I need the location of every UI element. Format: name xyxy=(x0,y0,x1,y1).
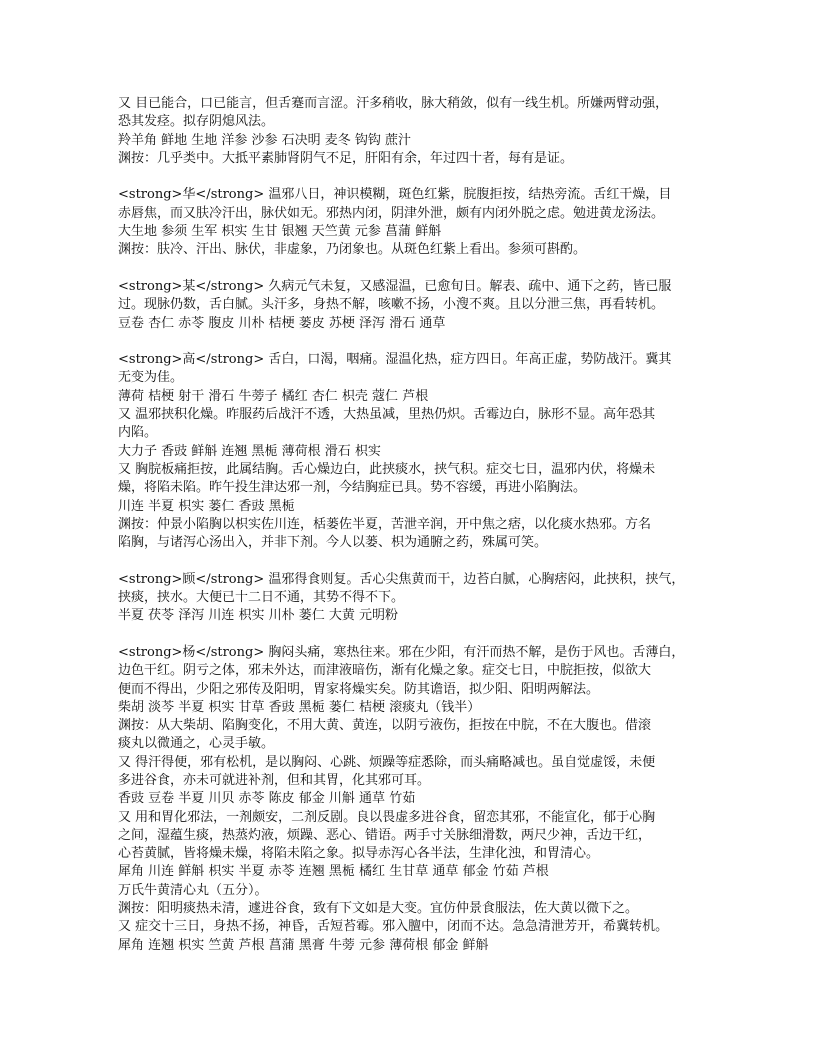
text-line: 又 胸脘板痛拒按，此属结胸。舌心燥边白，此挟痰水，挟气积。症交七日，温邪内伏，将燥未 xyxy=(118,461,656,477)
case-paragraph xyxy=(118,351,708,552)
text-line: 又 症交十三日，身热不扬，神昏，舌短苔霉。邪入膻中，闭而不达。急急清泄芳开，希冀转机。 xyxy=(118,919,669,935)
text-line: 内陷。 xyxy=(118,425,158,441)
text-line: 川连 半夏 枳实 蒌仁 香豉 黑栀 xyxy=(118,498,295,514)
text-line: 羚羊角 鲜地 生地 洋参 沙参 石决明 麦冬 钩钩 蔗汁 xyxy=(118,132,412,148)
text-line: 心苔黄腻，皆将燥未燥，将陷未陷之象。拟导赤泻心各半法，生津化浊，和胃清心。 xyxy=(118,846,600,862)
text-line: <strong>高</strong> 舌白，口渴，咽痛。湿温化热，症方四日。年高正虚，势防战汗。冀其 xyxy=(118,352,672,368)
text-line: <strong>顾</strong> 温邪得食则复。舌心尖焦黄而干，边苔白腻，心胸痞闷，此挟积，挟气， xyxy=(118,571,685,587)
text-line: 渊按：肤冷、汗出、脉伏，非虚象，乃闭象也。从斑色红紫上看出。参须可斟酌。 xyxy=(118,242,587,258)
document-page xyxy=(118,95,708,955)
text-line: 边色干红。阴亏之体，邪未外达，而津液暗伤，渐有化燥之象。症交七日，中脘拒按，似欲大 xyxy=(118,663,652,679)
text-line: 豆卷 杏仁 赤苓 腹皮 川朴 桔梗 蒌皮 苏梗 泽泻 滑石 通草 xyxy=(118,315,446,331)
text-line: <strong>某</strong> 久病元气未复，又感湿温，已愈旬日。解表、疏中、通下之药，皆已服 xyxy=(118,278,672,294)
text-line: 便而不得出，少阳之邪传及阳明，胃家将燥实矣。防其谵语，拟少阳、阳明两解法。 xyxy=(118,681,600,697)
text-line: 无变为佳。 xyxy=(118,370,184,386)
text-line: 又 目已能合，口已能言，但舌蹇而言涩。汗多稍收，脉大稍敛，似有一线生机。所嫌两臂动强， xyxy=(118,96,669,111)
text-line: 渊按：几乎类中。大抵平素肺肾阴气不足，肝阳有余，年过四十者，每有是证。 xyxy=(118,150,574,166)
text-line: 薄荷 桔梗 射干 滑石 牛蒡子 橘红 杏仁 枳壳 蔻仁 芦根 xyxy=(118,388,429,404)
text-line: 大力子 香豉 鲜斛 连翘 黑栀 薄荷根 滑石 枳实 xyxy=(118,443,381,459)
paragraph-gap xyxy=(118,626,708,644)
text-line: 痰丸以微通之，心灵手敏。 xyxy=(118,736,275,752)
text-line: 挟痰，挟水。大便已十二日不通，其势不得不下。 xyxy=(118,590,405,606)
text-line: 半夏 茯苓 泽泻 川连 枳实 川朴 蒌仁 大黄 元明粉 xyxy=(118,608,399,624)
text-line: 燥，将陷未陷。昨午投生津达邪一剂，今结胸症已具。势不容缓，再进小陷胸法。 xyxy=(118,480,587,496)
text-line: 陷胸，与诸泻心汤出入，并非下剂。今人以蒌、枳为通腑之药，殊属可笑。 xyxy=(118,535,548,551)
text-line: 渊按：阳明痰热未清，遽进谷食，致有下文如是大变。宜仿仲景食服法，佐大黄以微下之。 xyxy=(118,901,639,917)
text-line: 之间，湿蕴生痰，热蒸灼液，烦躁、恶心、错语。两手寸关脉细滑数，两尺少神，舌边干红， xyxy=(118,827,652,843)
text-line: 柴胡 淡芩 半夏 枳实 甘草 香豉 黑栀 蒌仁 桔梗 滚痰丸（钱半） xyxy=(118,699,481,715)
paragraph-gap xyxy=(118,260,708,278)
text-line: 大生地 参须 生军 枳实 生甘 银翘 天竺黄 元参 菖蒲 鲜斛 xyxy=(118,224,442,240)
text-line: 犀角 连翘 枳实 竺黄 芦根 菖蒲 黑膏 牛蒡 元参 薄荷根 郁金 鲜斛 xyxy=(118,937,489,953)
paragraph-gap xyxy=(118,168,708,186)
text-line: 渊按：从大柴胡、陷胸变化，不用大黄、黄连，以阴亏液伤，拒按在中脘，不在大腹也。借滚 xyxy=(118,718,652,734)
text-line: 又 温邪挟积化燥。昨服药后战汗不透，大热虽减，里热仍炽。舌霉边白，脉形不显。高年恐其 xyxy=(118,407,656,423)
text-line: <strong>杨</strong> 胸闷头痛，寒热往来。邪在少阳，有汗而热不解，是伤于风也。舌薄白， xyxy=(118,644,685,660)
text-line: 渊按：仲景小陷胸以枳实佐川连，栝蒌佐半夏，苦泄辛润，开中焦之痞，以化痰水热邪。方名 xyxy=(118,516,652,532)
text-line: 又 得汗得便，邪有松机，是以胸闷、心跳、烦躁等症悉除，而头痛略减也。虽自觉虚馁，未便 xyxy=(118,754,656,770)
text-line: 过。现脉仍数，舌白腻。头汗多，身热不解，咳嗽不扬，小溲不爽。且以分泄三焦，再看转机。 xyxy=(118,297,665,313)
text-line: 多进谷食，亦未可就进补剂，但和其胃，化其邪可耳。 xyxy=(118,772,431,788)
paragraph-gap xyxy=(118,333,708,351)
text-line: 恐其发痉。拟存阴熄风法。 xyxy=(118,114,275,130)
text-line: 犀角 川连 鲜斛 枳实 半夏 赤苓 连翘 黑栀 橘红 生甘草 通草 郁金 竹茹 芦根 xyxy=(118,864,549,880)
case-paragraph xyxy=(118,571,708,626)
case-paragraph xyxy=(118,186,708,259)
paragraph-gap xyxy=(118,552,708,570)
text-line: 万氏牛黄清心丸（五分）。 xyxy=(118,882,268,898)
text-line: 香豉 豆卷 半夏 川贝 赤苓 陈皮 郁金 川斛 通草 竹茹 xyxy=(118,791,416,807)
case-paragraph xyxy=(118,95,708,168)
case-paragraph xyxy=(118,644,708,955)
text-line: 赤唇焦，而又肤冷汗出，脉伏如无。邪热内闭，阴津外泄，颇有内闭外脱之虑。勉进黄龙汤法。 xyxy=(118,205,665,221)
case-paragraph xyxy=(118,278,708,333)
text-line: <strong>华</strong> 温邪八日，神识模糊，斑色红紫，脘腹拒按，结热旁流。舌红干燥，目 xyxy=(118,187,672,203)
text-line: 又 用和胃化邪法，一剂颇安，二剂反剧。良以畏虚多进谷食，留恋其邪，不能宣化，郁于心胸 xyxy=(118,809,656,825)
